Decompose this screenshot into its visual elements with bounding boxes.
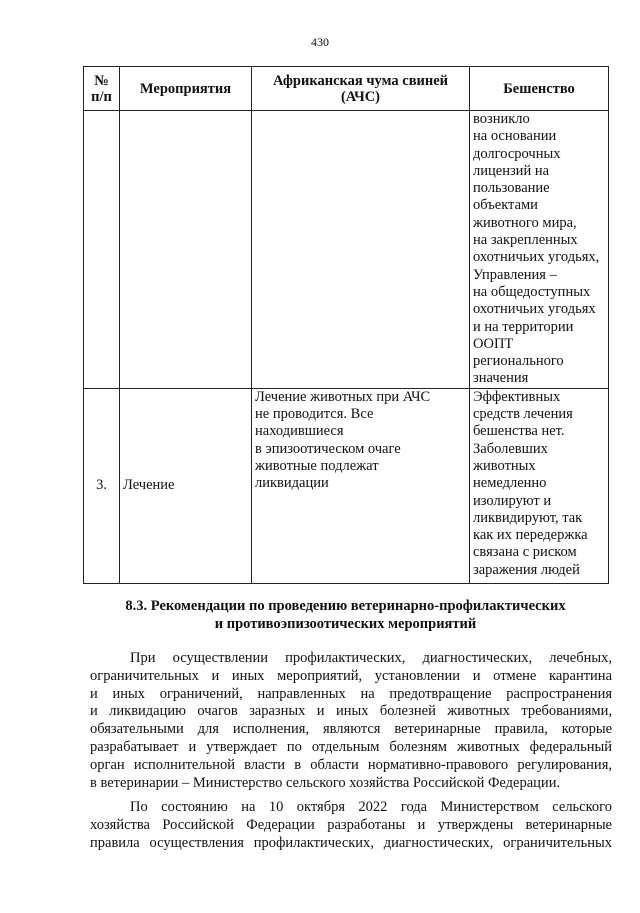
section-heading (83, 597, 608, 633)
header-asf: Африканская чума свиней (АЧС) (252, 67, 470, 111)
paragraph (90, 650, 612, 792)
table-row-treatment (84, 388, 609, 583)
table-row-continuation (84, 111, 609, 389)
text-line: орган исполнительной власти в области нормативно-правового регулирования, (90, 756, 612, 773)
text-line: обязательными для исполнения, являются ветеринарные правила, которые (90, 721, 612, 738)
text-line: По состоянию на 10 октября 2022 года Министерством сельского (130, 799, 612, 816)
text-line: объектами (473, 197, 538, 214)
text-line: немедленно (473, 475, 547, 492)
text-line: на закрепленных (473, 232, 578, 249)
text-line: как их передержка (473, 527, 588, 544)
header-rabies: Бешенство (470, 67, 609, 111)
cell-num-empty (84, 111, 120, 389)
cell-asf-treatment (252, 388, 470, 583)
text-line: в ветеринарии – Министерство сельского хозяйства Российской Федерации. (90, 774, 561, 791)
text-line: бешенства нет. (473, 423, 565, 440)
cell-rabies-treatment (470, 388, 609, 583)
text-line: регионального (473, 353, 564, 370)
table-header-row (84, 67, 609, 111)
text-line: животных (473, 457, 536, 474)
paragraph (90, 799, 612, 852)
cell-row-number: 3. (84, 388, 120, 583)
text-line: охотничьих угодьях, (473, 249, 600, 266)
section-heading-line: 8.3. Рекомендации по проведению ветеринарно-профилактических (125, 598, 566, 614)
text-line: Эффективных (473, 388, 561, 405)
text-line: Управления – (473, 266, 557, 283)
text-line: хозяйства Российской Федерации разработаны и утверждены ветеринарные (90, 817, 612, 834)
text-line: связана с риском (473, 544, 577, 561)
page-number: 430 (311, 35, 329, 49)
text-line: возникло (473, 111, 530, 127)
body-text (90, 650, 612, 853)
measures-table (83, 66, 609, 584)
text-line: на общедоступных (473, 283, 591, 300)
text-line: находившиеся (255, 423, 344, 440)
text-line: Лечение животных при АЧС (255, 388, 431, 405)
text-line: ООПТ (473, 335, 514, 352)
text-line: и иных ограничений, направленных на предотвращение распространения (90, 685, 612, 702)
text-line: средств лечения (473, 406, 573, 423)
header-measures: Мероприятия (120, 67, 252, 111)
header-num: № п/п (84, 67, 120, 111)
text-line: правила осуществления профилактических, диагностических, ограничительных (90, 834, 612, 851)
cell-rabies-continuation (470, 111, 609, 389)
text-line: долгосрочных (473, 145, 561, 162)
text-line: животного мира, (473, 214, 577, 231)
text-line: лицензий на (473, 162, 550, 179)
text-line: заражения людей (473, 561, 580, 578)
text-line: животные подлежат (255, 457, 379, 474)
text-line: не проводится. Все (255, 406, 374, 423)
text-line: Заболевших (473, 440, 548, 457)
text-line: и ликвидацию очагов заразных и иных болезней животных требованиями, (90, 703, 612, 720)
text-line: ограничительных и иных мероприятий, установлении и отмене карантина (90, 667, 612, 684)
section-heading-line: и противоэпизоотических мероприятий (214, 616, 477, 632)
text-line: разрабатывает и утверждает по отдельным болезням животных федеральный (90, 738, 612, 755)
text-line: изолируют и (473, 492, 552, 509)
text-line: на основании (473, 128, 557, 145)
text-line: ликвидируют, так (473, 509, 583, 526)
cell-asf-empty (252, 111, 470, 389)
cell-measure: Лечение (120, 388, 252, 583)
cell-measure-empty (120, 111, 252, 389)
text-line: и на территории (473, 318, 574, 335)
text-line: значения (473, 370, 529, 387)
text-line: ликвидации (255, 475, 329, 492)
text-line: При осуществлении профилактических, диагностических, лечебных, (130, 650, 612, 666)
text-line: пользование (473, 180, 550, 197)
text-line: в эпизоотическом очаге (255, 440, 401, 457)
text-line: охотничьих угодьях (473, 301, 596, 318)
